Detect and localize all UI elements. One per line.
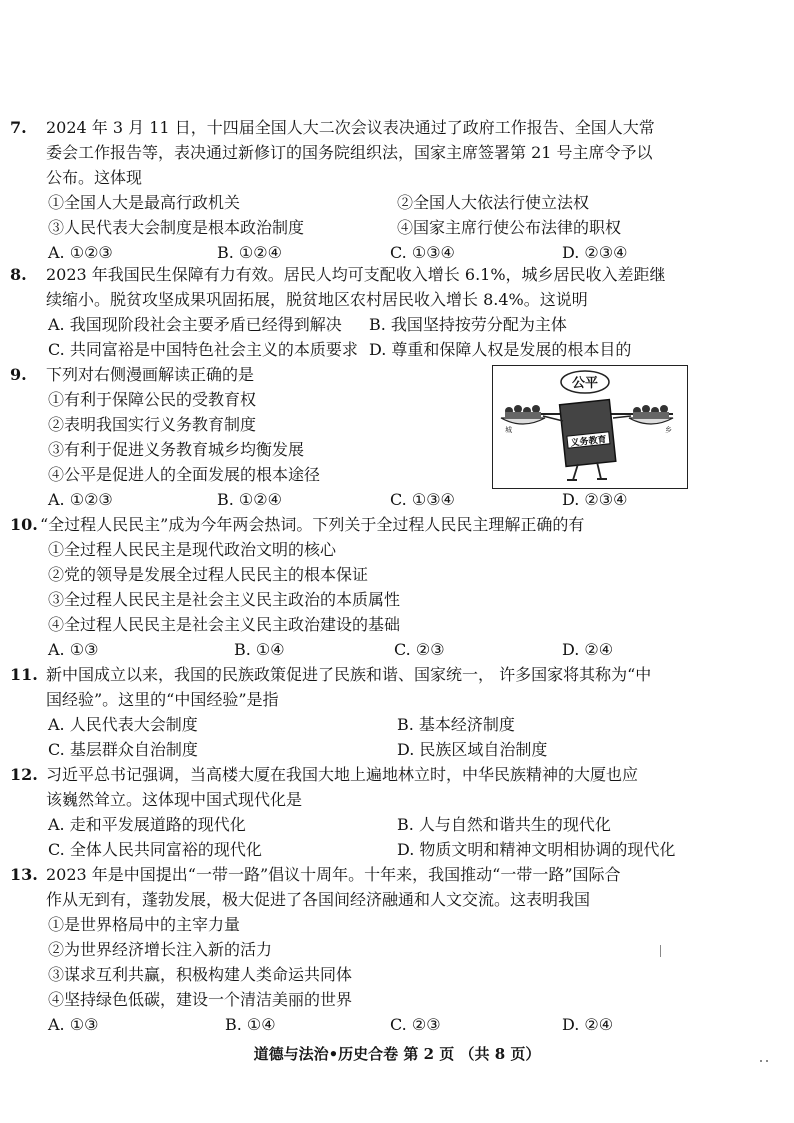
statement-2: ②为世界经济增长注入新的活力 — [48, 940, 273, 959]
question-number: 12. — [10, 765, 38, 784]
option-c: C. ②③ — [394, 640, 445, 659]
option-d: D. 尊重和保障人权是发展的根本目的 — [369, 340, 632, 359]
student-head — [514, 405, 522, 413]
option-c: C. ①③④ — [390, 490, 455, 509]
question-number: 9. — [10, 365, 27, 384]
student-head — [642, 405, 650, 413]
question-stem: 委会工作报告等，表决通过新修订的国务院组织法，国家主席签署第 21 号主席令予以 — [46, 143, 653, 162]
question-stem: “全过程人民民主”成为今年两会热词。下列关于全过程人民民主理解正确的有 — [40, 515, 585, 534]
option-a: A. 我国现阶段社会主要矛盾已经得到解决 — [48, 315, 342, 334]
option-c: C. 全体人民共同富裕的现代化 — [48, 840, 262, 859]
question-stem: 新中国成立以来，我国的民族政策促进了民族和谐、国家统一， 许多国家将其称为“中 — [46, 665, 652, 684]
option-a: A. ①③ — [48, 640, 99, 659]
option-d: D. ②④ — [562, 1015, 614, 1034]
cartoon-title: 公平 — [571, 376, 599, 391]
left-pan-label: 城 — [505, 426, 512, 434]
question-number: 7. — [10, 118, 27, 137]
statement-1: ①全国人大是最高行政机关 — [48, 193, 241, 212]
option-d: D. ②④ — [562, 640, 614, 659]
statement-3: ③有利于促进义务教育城乡均衡发展 — [48, 440, 305, 459]
question-number: 8. — [10, 265, 27, 284]
left-arm — [543, 416, 563, 421]
option-b: B. 我国坚持按劳分配为主体 — [369, 315, 567, 334]
question-12 — [10, 762, 700, 862]
question-8 — [10, 262, 700, 362]
question-stem: 2023 年我国民生保障有力有效。居民人均可支配收入增长 6.1%，城乡居民收入差距继 — [46, 265, 666, 284]
option-c: C. 共同富裕是中国特色社会主义的本质要求 — [48, 340, 358, 359]
option-c: C. ①③④ — [390, 243, 455, 262]
statement-4: ④国家主席行使公布法律的职权 — [397, 218, 622, 237]
question-stem: 公布。这体现 — [46, 168, 143, 187]
statement-4: ④公平是促进人的全面发展的根本途径 — [48, 465, 321, 484]
option-a: A. ①②③ — [48, 243, 113, 262]
option-d: D. 物质文明和精神文明相协调的现代化 — [397, 840, 676, 859]
option-b: B. ①②④ — [217, 243, 282, 262]
right-pan-label: 乡 — [665, 426, 672, 434]
option-d: D. ②③④ — [562, 490, 628, 509]
student-bodies — [633, 412, 669, 418]
option-b: B. ①②④ — [217, 490, 282, 509]
question-stem: 续缩小。脱贫攻坚成果巩固拓展，脱贫地区农村居民收入增长 8.4%。这说明 — [46, 290, 588, 309]
question-number: 13. — [10, 865, 38, 884]
option-a: A. 人民代表大会制度 — [48, 715, 198, 734]
option-d: D. ②③④ — [562, 243, 628, 262]
option-a: A. ①②③ — [48, 490, 113, 509]
option-b: B. ①④ — [234, 640, 285, 659]
question-stem: 2024 年 3 月 11 日，十四届全国人大二次会议表决通过了政府工作报告、全国人大常 — [46, 118, 655, 137]
question-number: 10. — [10, 515, 38, 534]
question-number: 11. — [10, 665, 38, 684]
statement-4: ④全过程人民民主是社会主义民主政治建设的基础 — [48, 615, 401, 634]
question-stem: 国经验”。这里的“中国经验”是指 — [46, 690, 279, 709]
student-head — [660, 405, 668, 413]
question-stem: 2023 年是中国提出“一带一路”倡议十周年。十年来，我国推动“一带一路”国际合 — [46, 865, 621, 884]
right-pan — [629, 418, 673, 424]
question-7 — [10, 115, 700, 265]
option-c: C. ②③ — [390, 1015, 441, 1034]
book-character — [560, 400, 616, 467]
right-leg — [597, 462, 601, 479]
question-stem: 下列对右侧漫画解读正确的是 — [46, 365, 255, 384]
scan-mark — [660, 945, 661, 957]
option-a: A. ①③ — [48, 1015, 99, 1034]
statement-3: ③全过程人民民主是社会主义民主政治的本质属性 — [48, 590, 401, 609]
page-footer: 道德与法治•历史合卷 第 2 页 （共 8 页） — [253, 1045, 541, 1063]
statement-3: ③人民代表大会制度是根本政治制度 — [48, 218, 305, 237]
question-stem: 该巍然耸立。这体现中国式现代化是 — [46, 790, 303, 809]
cartoon-illustration — [492, 365, 688, 489]
statement-2: ②全国人大依法行使立法权 — [397, 193, 590, 212]
balance-scale-illustration — [493, 366, 687, 488]
book-label: 义务教育 — [570, 435, 608, 449]
option-b: B. 基本经济制度 — [397, 715, 515, 734]
option-b: B. 人与自然和谐共生的现代化 — [397, 815, 611, 834]
statement-4: ④坚持绿色低碳，建设一个清洁美丽的世界 — [48, 990, 353, 1009]
question-10 — [10, 512, 700, 662]
statement-1: ①是世界格局中的主宰力量 — [48, 915, 241, 934]
question-13 — [10, 862, 700, 1037]
statement-1: ①全过程人民民主是现代政治文明的核心 — [48, 540, 337, 559]
statement-1: ①有利于保障公民的受教育权 — [48, 390, 257, 409]
student-head — [532, 405, 540, 413]
option-b: B. ①④ — [225, 1015, 276, 1034]
statement-2: ②表明我国实行义务教育制度 — [48, 415, 257, 434]
left-pan — [501, 418, 545, 424]
student-bodies — [505, 412, 541, 418]
statement-3: ③谋求互利共赢，积极构建人类命运共同体 — [48, 965, 353, 984]
option-c: C. 基层群众自治制度 — [48, 740, 198, 759]
question-stem: 习近平总书记强调，当高楼大厦在我国大地上遍地林立时，中华民族精神的大厦也应 — [46, 765, 639, 784]
question-11 — [10, 662, 700, 762]
option-a: A. 走和平发展道路的现代化 — [48, 815, 246, 834]
option-d: D. 民族区域自治制度 — [397, 740, 548, 759]
question-stem: 作从无到有，蓬勃发展，极大促进了各国间经济融通和人文交流。这表明我国 — [46, 890, 591, 909]
right-arm — [613, 416, 631, 418]
statement-2: ②党的领导是发展全过程人民民主的根本保证 — [48, 565, 369, 584]
